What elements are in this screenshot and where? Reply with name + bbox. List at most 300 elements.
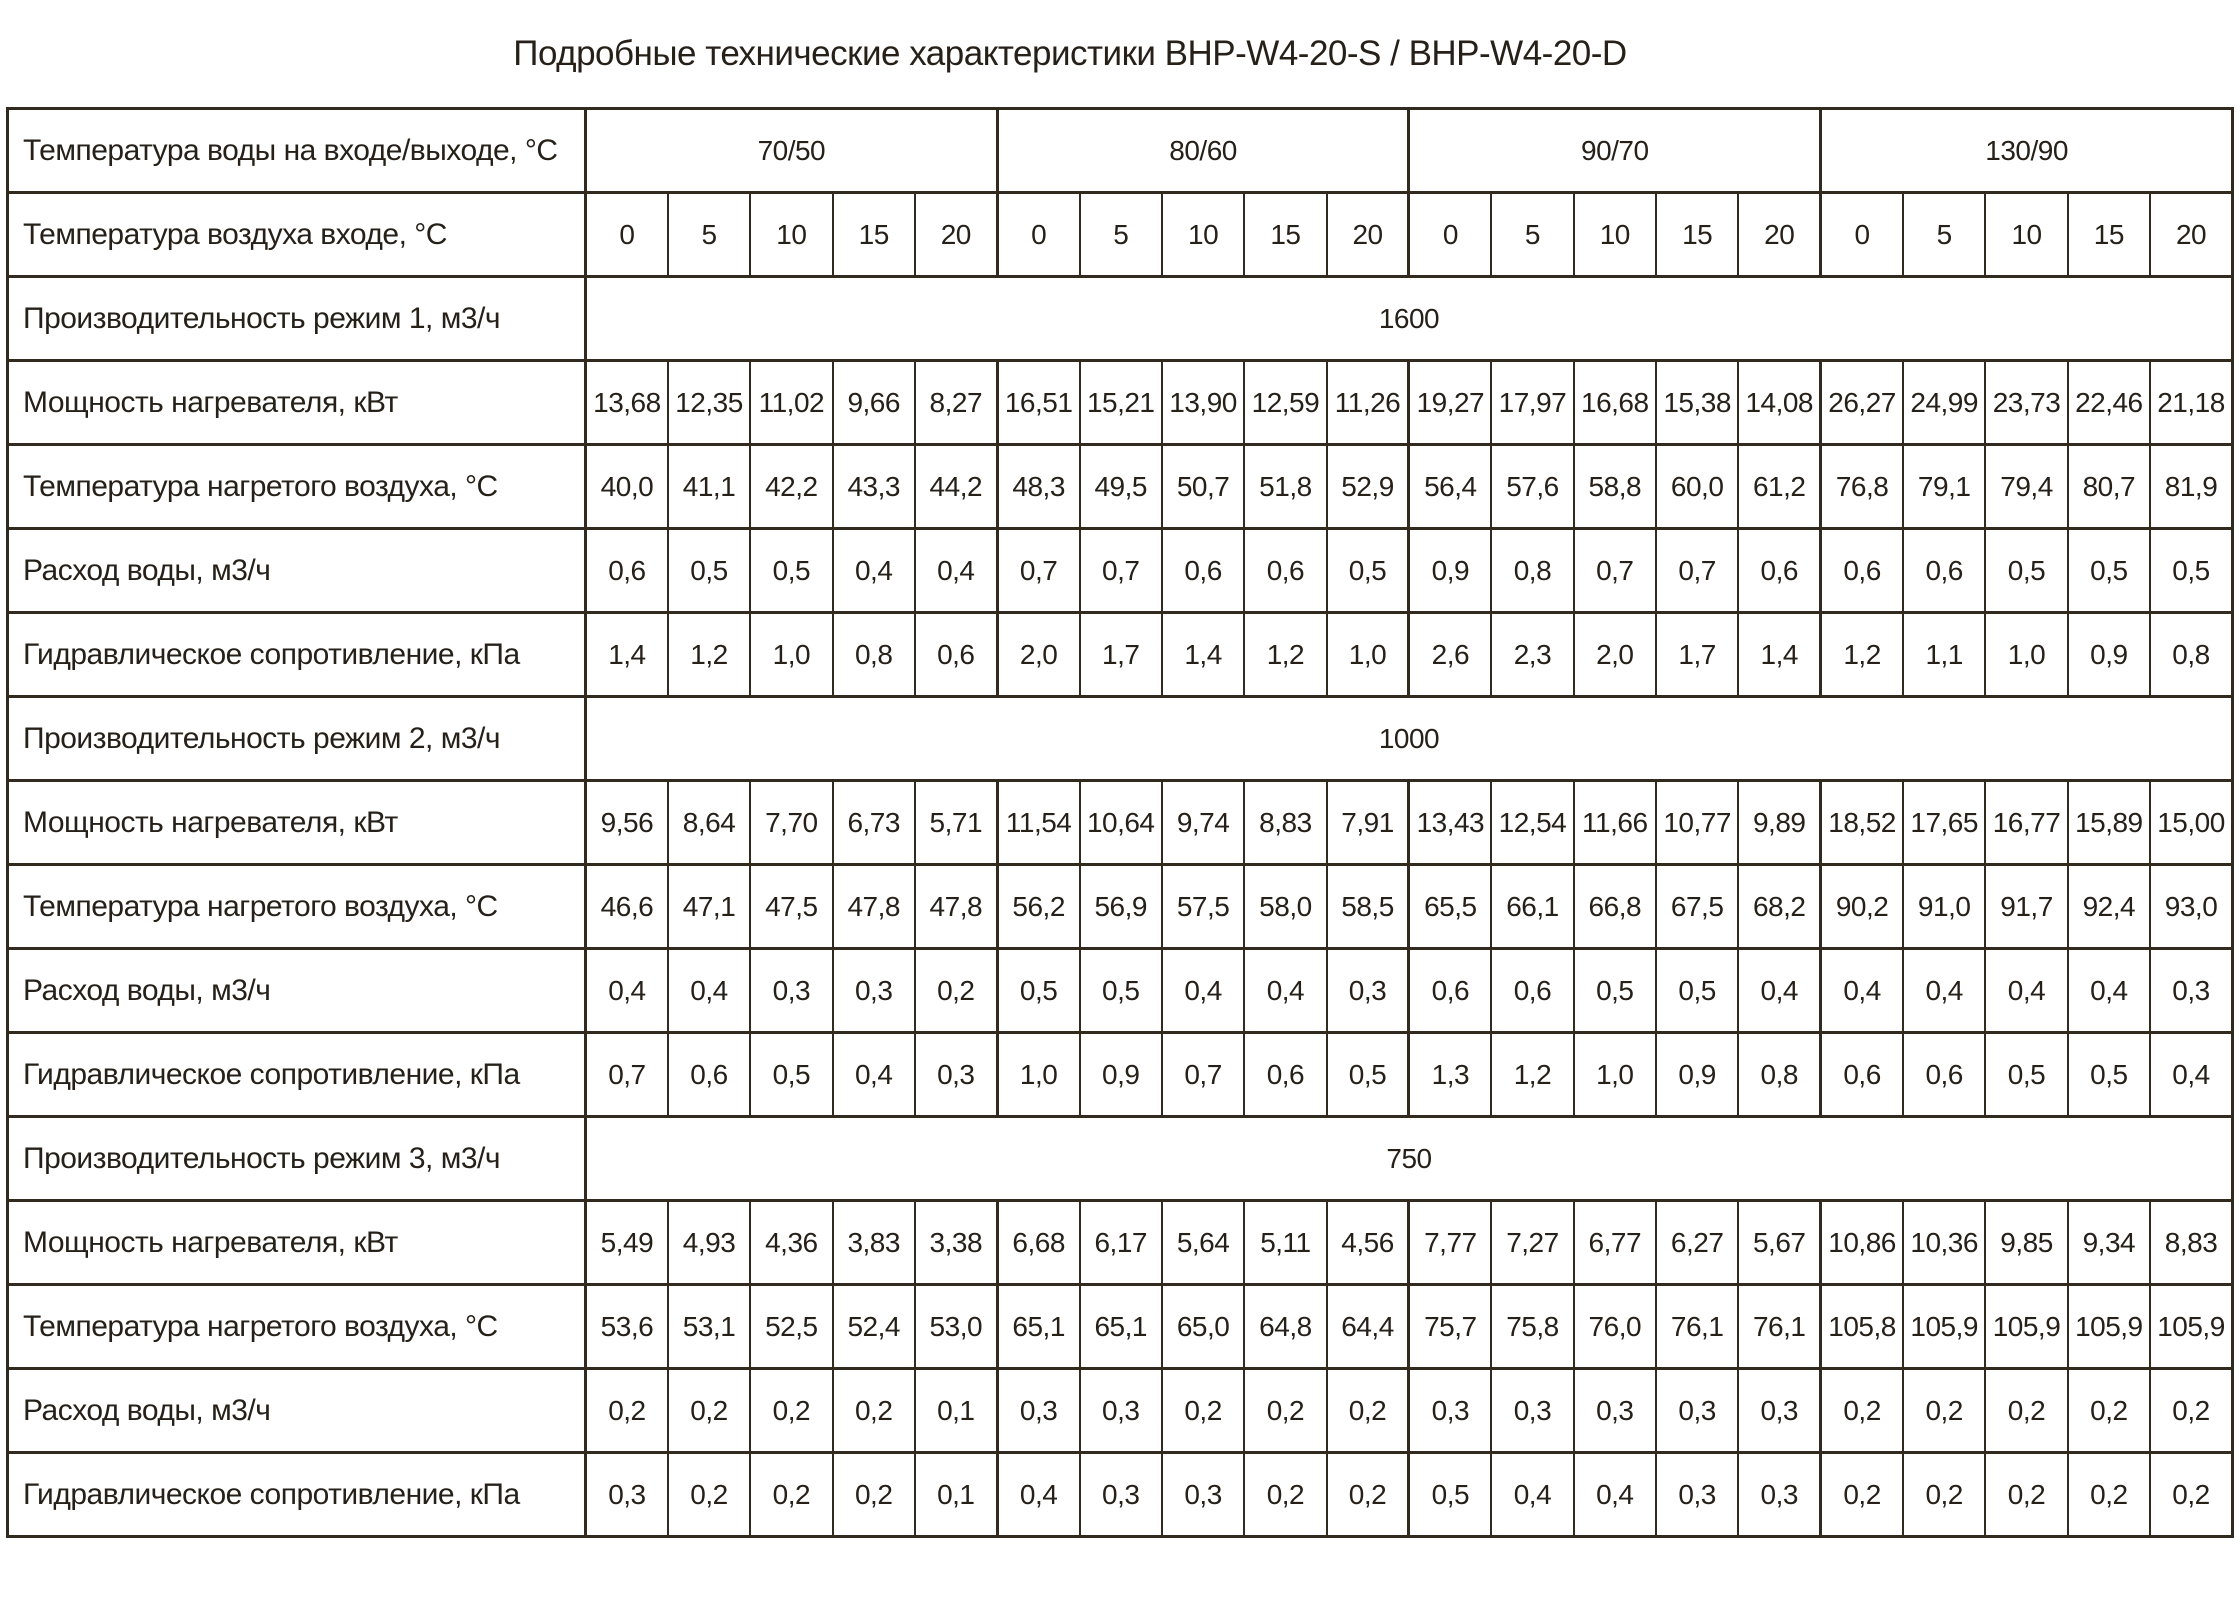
value-cell: 56,2 [997, 865, 1079, 949]
value-cell: 4,56 [1327, 1201, 1409, 1285]
value-cell: 57,6 [1491, 445, 1573, 529]
value-cell: 0,2 [1903, 1369, 1985, 1453]
value-cell: 0,2 [1821, 1453, 1903, 1537]
value-cell: 18,52 [1821, 781, 1903, 865]
value-cell: 11,54 [997, 781, 1079, 865]
value-cell: 0,2 [2150, 1453, 2232, 1537]
value-cell: 0,2 [2068, 1453, 2150, 1537]
air-temp-value-cell: 10 [750, 193, 832, 277]
value-cell: 48,3 [997, 445, 1079, 529]
air-temp-value-cell: 20 [915, 193, 997, 277]
value-cell: 92,4 [2068, 865, 2150, 949]
air-temp-value-cell: 20 [2150, 193, 2232, 277]
value-cell: 0,3 [1327, 949, 1409, 1033]
capacity-value-cell: 1600 [586, 277, 2233, 361]
value-cell: 0,5 [1409, 1453, 1491, 1537]
value-cell: 0,7 [1574, 529, 1656, 613]
water-temp-row [8, 109, 2233, 193]
value-cell: 0,6 [1821, 529, 1903, 613]
value-cell: 0,6 [1903, 529, 1985, 613]
value-cell: 76,1 [1738, 1285, 1820, 1369]
value-cell: 1,4 [1162, 613, 1244, 697]
value-cell: 105,8 [1821, 1285, 1903, 1369]
value-cell: 16,77 [1985, 781, 2067, 865]
value-cell: 0,4 [915, 529, 997, 613]
value-cell: 0,4 [1738, 949, 1820, 1033]
value-cell: 0,2 [2150, 1369, 2232, 1453]
value-cell: 9,89 [1738, 781, 1820, 865]
value-cell: 44,2 [915, 445, 997, 529]
value-cell: 76,8 [1821, 445, 1903, 529]
value-cell: 7,70 [750, 781, 832, 865]
value-cell: 1,2 [1821, 613, 1903, 697]
value-cell: 0,7 [1162, 1033, 1244, 1117]
value-cell: 0,5 [997, 949, 1079, 1033]
value-cell: 65,1 [1080, 1285, 1162, 1369]
value-cell: 0,4 [997, 1453, 1079, 1537]
value-cell: 0,2 [915, 949, 997, 1033]
value-cell: 0,2 [1821, 1369, 1903, 1453]
value-cell: 0,5 [1985, 529, 2067, 613]
capacity-row-mode-3 [8, 1117, 2233, 1201]
value-cell: 52,9 [1327, 445, 1409, 529]
value-cell: 67,5 [1656, 865, 1738, 949]
value-cell: 58,8 [1574, 445, 1656, 529]
value-cell: 1,0 [1327, 613, 1409, 697]
value-cell: 0,5 [1327, 529, 1409, 613]
value-cell: 0,5 [2068, 1033, 2150, 1117]
value-cell: 17,97 [1491, 361, 1573, 445]
value-cell: 0,1 [915, 1453, 997, 1537]
value-cell: 8,27 [915, 361, 997, 445]
row-label-cell: Расход воды, м3/ч [8, 1369, 586, 1453]
value-cell: 22,46 [2068, 361, 2150, 445]
data-row [8, 1033, 2233, 1117]
value-cell: 13,68 [586, 361, 668, 445]
value-cell: 0,4 [1244, 949, 1326, 1033]
value-cell: 0,2 [1244, 1453, 1326, 1537]
value-cell: 24,99 [1903, 361, 1985, 445]
row-label-cell: Мощность нагревателя, кВт [8, 361, 586, 445]
value-cell: 1,0 [1985, 613, 2067, 697]
value-cell: 2,0 [997, 613, 1079, 697]
capacity-label-cell: Производительность режим 1, м3/ч [8, 277, 586, 361]
capacity-value-cell: 750 [586, 1117, 2233, 1201]
value-cell: 11,26 [1327, 361, 1409, 445]
air-temp-value-cell: 15 [833, 193, 915, 277]
air-temp-value-cell: 15 [1656, 193, 1738, 277]
value-cell: 1,4 [1738, 613, 1820, 697]
value-cell: 80,7 [2068, 445, 2150, 529]
air-temp-value-cell: 0 [1409, 193, 1491, 277]
value-cell: 6,68 [997, 1201, 1079, 1285]
value-cell: 6,77 [1574, 1201, 1656, 1285]
value-cell: 9,56 [586, 781, 668, 865]
value-cell: 0,3 [1080, 1453, 1162, 1537]
value-cell: 65,1 [997, 1285, 1079, 1369]
value-cell: 58,0 [1244, 865, 1326, 949]
water-temp-value-cell: 90/70 [1409, 109, 1821, 193]
value-cell: 0,2 [1244, 1369, 1326, 1453]
value-cell: 11,66 [1574, 781, 1656, 865]
value-cell: 0,5 [1327, 1033, 1409, 1117]
value-cell: 53,0 [915, 1285, 997, 1369]
specs-table-body [8, 109, 2233, 1537]
air-temp-value-cell: 5 [668, 193, 750, 277]
value-cell: 0,2 [833, 1453, 915, 1537]
value-cell: 10,64 [1080, 781, 1162, 865]
value-cell: 0,2 [1327, 1453, 1409, 1537]
value-cell: 15,89 [2068, 781, 2150, 865]
value-cell: 5,11 [1244, 1201, 1326, 1285]
value-cell: 64,4 [1327, 1285, 1409, 1369]
data-row [8, 865, 2233, 949]
air-temp-value-cell: 5 [1491, 193, 1573, 277]
value-cell: 105,9 [1903, 1285, 1985, 1369]
water-temp-value-cell: 80/60 [997, 109, 1409, 193]
air-temp-value-cell: 0 [997, 193, 1079, 277]
value-cell: 6,73 [833, 781, 915, 865]
value-cell: 0,6 [1244, 529, 1326, 613]
value-cell: 43,3 [833, 445, 915, 529]
value-cell: 0,2 [833, 1369, 915, 1453]
value-cell: 5,67 [1738, 1201, 1820, 1285]
value-cell: 0,3 [1409, 1369, 1491, 1453]
value-cell: 0,3 [915, 1033, 997, 1117]
value-cell: 0,3 [1738, 1453, 1820, 1537]
value-cell: 10,36 [1903, 1201, 1985, 1285]
value-cell: 0,5 [1574, 949, 1656, 1033]
capacity-label-cell: Производительность режим 3, м3/ч [8, 1117, 586, 1201]
water-temp-label-cell: Температура воды на входе/выходе, °C [8, 109, 586, 193]
value-cell: 0,4 [1574, 1453, 1656, 1537]
value-cell: 1,7 [1656, 613, 1738, 697]
value-cell: 1,0 [1574, 1033, 1656, 1117]
value-cell: 1,1 [1903, 613, 1985, 697]
value-cell: 0,3 [997, 1369, 1079, 1453]
capacity-row-mode-2 [8, 697, 2233, 781]
value-cell: 0,2 [668, 1453, 750, 1537]
row-label-cell: Гидравлическое сопротивление, кПа [8, 1453, 586, 1537]
value-cell: 105,9 [2150, 1285, 2232, 1369]
value-cell: 0,9 [1080, 1033, 1162, 1117]
value-cell: 47,1 [668, 865, 750, 949]
value-cell: 4,36 [750, 1201, 832, 1285]
air-temp-value-cell: 15 [1244, 193, 1326, 277]
value-cell: 0,4 [1985, 949, 2067, 1033]
value-cell: 9,74 [1162, 781, 1244, 865]
value-cell: 47,8 [833, 865, 915, 949]
value-cell: 76,1 [1656, 1285, 1738, 1369]
air-temp-value-cell: 20 [1738, 193, 1820, 277]
value-cell: 0,4 [1162, 949, 1244, 1033]
value-cell: 5,71 [915, 781, 997, 865]
value-cell: 0,6 [668, 1033, 750, 1117]
value-cell: 0,6 [1162, 529, 1244, 613]
value-cell: 0,6 [1244, 1033, 1326, 1117]
value-cell: 52,4 [833, 1285, 915, 1369]
value-cell: 6,17 [1080, 1201, 1162, 1285]
value-cell: 2,3 [1491, 613, 1573, 697]
row-label-cell: Мощность нагревателя, кВт [8, 781, 586, 865]
data-row [8, 445, 2233, 529]
value-cell: 1,0 [750, 613, 832, 697]
value-cell: 9,66 [833, 361, 915, 445]
value-cell: 0,3 [586, 1453, 668, 1537]
value-cell: 47,5 [750, 865, 832, 949]
value-cell: 3,83 [833, 1201, 915, 1285]
value-cell: 81,9 [2150, 445, 2232, 529]
value-cell: 8,64 [668, 781, 750, 865]
value-cell: 1,3 [1409, 1033, 1491, 1117]
air-temp-row [8, 193, 2233, 277]
value-cell: 0,3 [1574, 1369, 1656, 1453]
value-cell: 12,35 [668, 361, 750, 445]
value-cell: 0,6 [1821, 1033, 1903, 1117]
value-cell: 10,86 [1821, 1201, 1903, 1285]
value-cell: 7,91 [1327, 781, 1409, 865]
value-cell: 0,2 [586, 1369, 668, 1453]
value-cell: 0,8 [2150, 613, 2232, 697]
row-label-cell: Расход воды, м3/ч [8, 529, 586, 613]
data-row [8, 1201, 2233, 1285]
water-temp-value-cell: 70/50 [586, 109, 998, 193]
value-cell: 57,5 [1162, 865, 1244, 949]
value-cell: 0,3 [1491, 1369, 1573, 1453]
value-cell: 0,4 [833, 529, 915, 613]
value-cell: 0,7 [586, 1033, 668, 1117]
value-cell: 0,7 [1080, 529, 1162, 613]
value-cell: 105,9 [1985, 1285, 2067, 1369]
value-cell: 7,27 [1491, 1201, 1573, 1285]
value-cell: 1,4 [586, 613, 668, 697]
value-cell: 3,38 [915, 1201, 997, 1285]
value-cell: 11,02 [750, 361, 832, 445]
value-cell: 0,5 [750, 529, 832, 613]
value-cell: 75,7 [1409, 1285, 1491, 1369]
air-temp-value-cell: 20 [1327, 193, 1409, 277]
value-cell: 75,8 [1491, 1285, 1573, 1369]
data-row [8, 781, 2233, 865]
row-label-cell: Гидравлическое сопротивление, кПа [8, 613, 586, 697]
value-cell: 8,83 [2150, 1201, 2232, 1285]
value-cell: 40,0 [586, 445, 668, 529]
specs-table [6, 107, 2234, 1538]
value-cell: 61,2 [1738, 445, 1820, 529]
value-cell: 51,8 [1244, 445, 1326, 529]
value-cell: 19,27 [1409, 361, 1491, 445]
value-cell: 0,2 [1327, 1369, 1409, 1453]
value-cell: 0,4 [2068, 949, 2150, 1033]
capacity-row-mode-1 [8, 277, 2233, 361]
row-label-cell: Мощность нагревателя, кВт [8, 1201, 586, 1285]
value-cell: 105,9 [2068, 1285, 2150, 1369]
value-cell: 47,8 [915, 865, 997, 949]
value-cell: 0,5 [668, 529, 750, 613]
value-cell: 53,6 [586, 1285, 668, 1369]
value-cell: 0,3 [1738, 1369, 1820, 1453]
value-cell: 8,83 [1244, 781, 1326, 865]
value-cell: 1,7 [1080, 613, 1162, 697]
value-cell: 0,4 [1491, 1453, 1573, 1537]
value-cell: 13,90 [1162, 361, 1244, 445]
value-cell: 0,3 [833, 949, 915, 1033]
value-cell: 65,0 [1162, 1285, 1244, 1369]
value-cell: 50,7 [1162, 445, 1244, 529]
value-cell: 41,1 [668, 445, 750, 529]
value-cell: 0,2 [1985, 1453, 2067, 1537]
air-temp-value-cell: 10 [1985, 193, 2067, 277]
value-cell: 23,73 [1985, 361, 2067, 445]
value-cell: 2,6 [1409, 613, 1491, 697]
value-cell: 0,5 [750, 1033, 832, 1117]
value-cell: 0,3 [1656, 1369, 1738, 1453]
value-cell: 0,2 [750, 1369, 832, 1453]
value-cell: 1,2 [668, 613, 750, 697]
value-cell: 1,2 [1491, 1033, 1573, 1117]
value-cell: 0,5 [1080, 949, 1162, 1033]
value-cell: 0,8 [1491, 529, 1573, 613]
value-cell: 0,2 [2068, 1369, 2150, 1453]
value-cell: 0,5 [2068, 529, 2150, 613]
value-cell: 0,5 [1656, 949, 1738, 1033]
value-cell: 46,6 [586, 865, 668, 949]
row-label-cell: Температура нагретого воздуха, °C [8, 445, 586, 529]
value-cell: 68,2 [1738, 865, 1820, 949]
value-cell: 0,6 [915, 613, 997, 697]
value-cell: 0,3 [2150, 949, 2232, 1033]
page-title: Подробные технические характеристики BHP-W4-20-S / BHP-W4-20-D [513, 34, 1627, 73]
data-row [8, 529, 2233, 613]
value-cell: 14,08 [1738, 361, 1820, 445]
row-label-cell: Температура нагретого воздуха, °C [8, 865, 586, 949]
value-cell: 0,5 [1985, 1033, 2067, 1117]
value-cell: 91,7 [1985, 865, 2067, 949]
value-cell: 9,85 [1985, 1201, 2067, 1285]
air-temp-value-cell: 0 [1821, 193, 1903, 277]
value-cell: 65,5 [1409, 865, 1491, 949]
air-temp-value-cell: 5 [1903, 193, 1985, 277]
value-cell: 0,6 [1738, 529, 1820, 613]
value-cell: 7,77 [1409, 1201, 1491, 1285]
value-cell: 0,6 [1409, 949, 1491, 1033]
value-cell: 66,1 [1491, 865, 1573, 949]
value-cell: 21,18 [2150, 361, 2232, 445]
value-cell: 52,5 [750, 1285, 832, 1369]
row-label-cell: Температура нагретого воздуха, °C [8, 1285, 586, 1369]
data-row [8, 1453, 2233, 1537]
value-cell: 0,3 [1656, 1453, 1738, 1537]
value-cell: 6,27 [1656, 1201, 1738, 1285]
value-cell: 26,27 [1821, 361, 1903, 445]
value-cell: 0,8 [833, 613, 915, 697]
value-cell: 0,4 [2150, 1033, 2232, 1117]
value-cell: 0,3 [1080, 1369, 1162, 1453]
value-cell: 0,5 [2150, 529, 2232, 613]
value-cell: 16,51 [997, 361, 1079, 445]
value-cell: 60,0 [1656, 445, 1738, 529]
air-temp-value-cell: 10 [1162, 193, 1244, 277]
value-cell: 0,6 [586, 529, 668, 613]
value-cell: 0,2 [668, 1369, 750, 1453]
value-cell: 9,34 [2068, 1201, 2150, 1285]
value-cell: 64,8 [1244, 1285, 1326, 1369]
air-temp-value-cell: 10 [1574, 193, 1656, 277]
value-cell: 17,65 [1903, 781, 1985, 865]
air-temp-label-cell: Температура воздуха входе, °C [8, 193, 586, 277]
value-cell: 2,0 [1574, 613, 1656, 697]
value-cell: 10,77 [1656, 781, 1738, 865]
data-row [8, 1369, 2233, 1453]
value-cell: 49,5 [1080, 445, 1162, 529]
value-cell: 13,43 [1409, 781, 1491, 865]
value-cell: 0,2 [1162, 1369, 1244, 1453]
value-cell: 0,2 [750, 1453, 832, 1537]
value-cell: 0,3 [750, 949, 832, 1033]
data-row [8, 361, 2233, 445]
value-cell: 0,4 [833, 1033, 915, 1117]
value-cell: 15,00 [2150, 781, 2232, 865]
row-label-cell: Расход воды, м3/ч [8, 949, 586, 1033]
value-cell: 66,8 [1574, 865, 1656, 949]
data-row [8, 949, 2233, 1033]
value-cell: 91,0 [1903, 865, 1985, 949]
value-cell: 0,4 [1903, 949, 1985, 1033]
value-cell: 76,0 [1574, 1285, 1656, 1369]
value-cell: 12,59 [1244, 361, 1326, 445]
value-cell: 0,9 [1656, 1033, 1738, 1117]
value-cell: 56,4 [1409, 445, 1491, 529]
data-row [8, 613, 2233, 697]
value-cell: 1,2 [1244, 613, 1326, 697]
value-cell: 53,1 [668, 1285, 750, 1369]
value-cell: 0,7 [997, 529, 1079, 613]
air-temp-value-cell: 15 [2068, 193, 2150, 277]
water-temp-value-cell: 130/90 [1821, 109, 2233, 193]
value-cell: 0,1 [915, 1369, 997, 1453]
value-cell: 0,9 [1409, 529, 1491, 613]
value-cell: 93,0 [2150, 865, 2232, 949]
value-cell: 0,8 [1738, 1033, 1820, 1117]
value-cell: 42,2 [750, 445, 832, 529]
value-cell: 0,4 [1821, 949, 1903, 1033]
value-cell: 15,38 [1656, 361, 1738, 445]
value-cell: 1,0 [997, 1033, 1079, 1117]
value-cell: 16,68 [1574, 361, 1656, 445]
value-cell: 12,54 [1491, 781, 1573, 865]
value-cell: 0,3 [1162, 1453, 1244, 1537]
value-cell: 0,6 [1903, 1033, 1985, 1117]
value-cell: 58,5 [1327, 865, 1409, 949]
value-cell: 0,9 [2068, 613, 2150, 697]
value-cell: 0,6 [1491, 949, 1573, 1033]
value-cell: 5,49 [586, 1201, 668, 1285]
capacity-value-cell: 1000 [586, 697, 2233, 781]
value-cell: 0,2 [1985, 1369, 2067, 1453]
value-cell: 90,2 [1821, 865, 1903, 949]
value-cell: 56,9 [1080, 865, 1162, 949]
value-cell: 0,2 [1903, 1453, 1985, 1537]
value-cell: 0,4 [668, 949, 750, 1033]
value-cell: 15,21 [1080, 361, 1162, 445]
row-label-cell: Гидравлическое сопротивление, кПа [8, 1033, 586, 1117]
value-cell: 79,4 [1985, 445, 2067, 529]
value-cell: 79,1 [1903, 445, 1985, 529]
value-cell: 4,93 [668, 1201, 750, 1285]
value-cell: 5,64 [1162, 1201, 1244, 1285]
air-temp-value-cell: 5 [1080, 193, 1162, 277]
value-cell: 0,4 [586, 949, 668, 1033]
